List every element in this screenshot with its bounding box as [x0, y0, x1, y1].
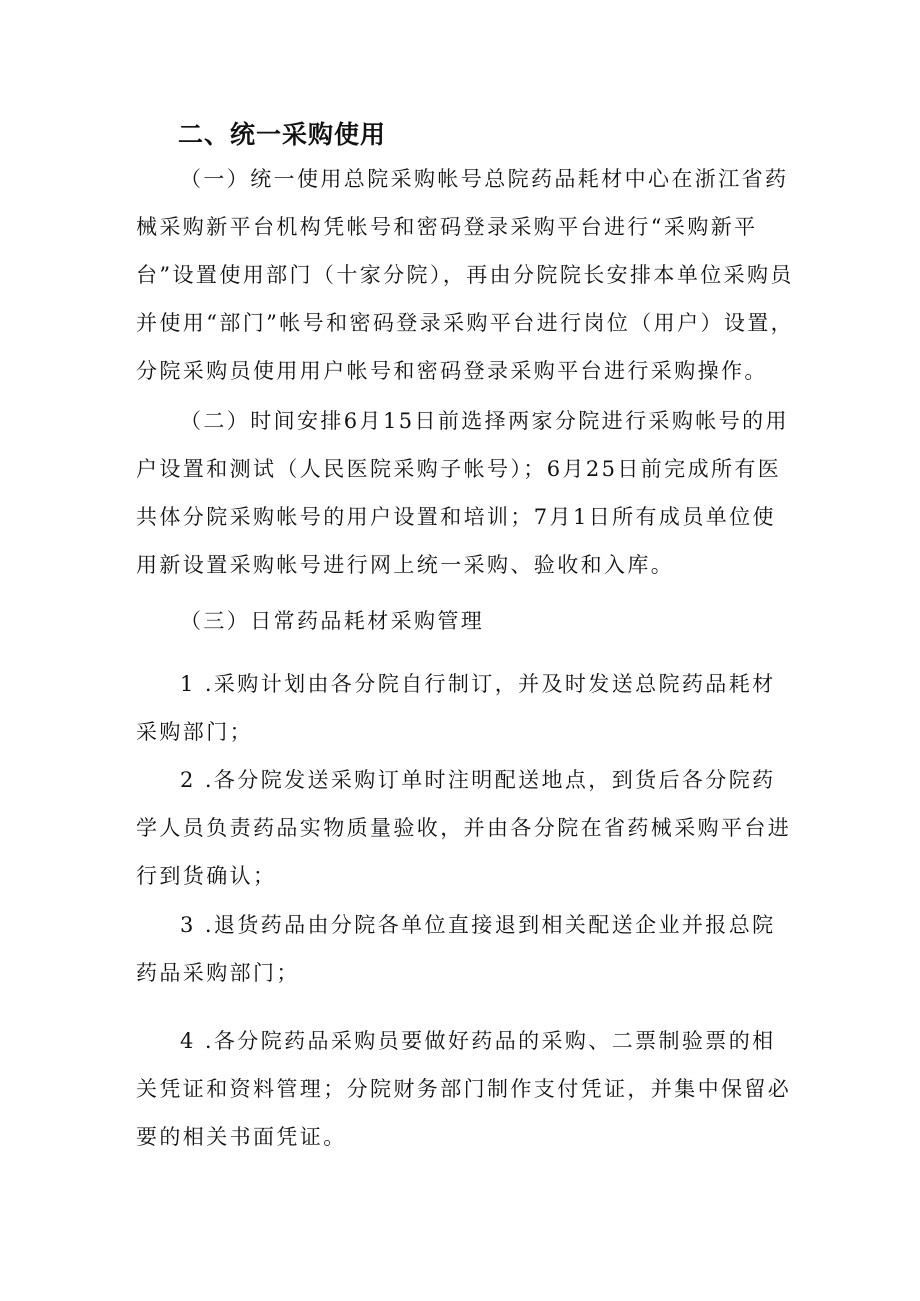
list-item-3 [136, 901, 796, 997]
paragraph-text: （三）日常药品耗材采购管理 [180, 609, 485, 633]
paragraph-daily-management [136, 597, 796, 645]
paragraph-schedule [136, 397, 796, 589]
list-item-text: 2 .各分院发送采购订单时注明配送地点，到货后各分院药学人员负责药品实物质量验收，并由各分院在省药械采购平台进行到货确认； [136, 768, 792, 888]
paragraph-text: （一）统一使用总院采购帐号总院药品耗材中心在浙江省药械采购新平台机构凭帐号和密码登录采购平台进行“采购新平台”设置使用部门（十家分院），再由分院院长安排本单位采购员并使用“部门”帐号和密码登录采购平台进行岗位（用户）设置，分院采购员使用用户帐号和密码登录采购平台进行采购操作。 [136, 167, 795, 383]
list-item-2 [136, 756, 796, 900]
list-item-text: 4 .各分院药品采购员要做好药品的采购、二票制验票的相关凭证和资料管理；分院财务部门制作支付凭证，并集中保留必要的相关书面凭证。 [136, 1029, 792, 1149]
paragraph-text: （二）时间安排6月15日前选择两家分院进行采购帐号的用户设置和测试（人民医院采购子帐号）；6月25日前完成所有医共体分院采购帐号的用户设置和培训；7月1日所有成员单位使用新设置采购帐号进行网上统一采购、验收和入库。 [136, 409, 789, 577]
paragraph-unified-account [136, 155, 796, 395]
list-item-text: 3 .退货药品由分院各单位直接退到相关配送企业并报总院药品采购部门； [136, 913, 776, 985]
list-item-4 [136, 1017, 796, 1161]
list-item-1 [136, 660, 796, 756]
list-item-text: 1 .采购计划由各分院自行制订，并及时发送总院药品耗材采购部门； [136, 672, 776, 744]
section-heading: 二、统一采购使用 [178, 120, 387, 149]
